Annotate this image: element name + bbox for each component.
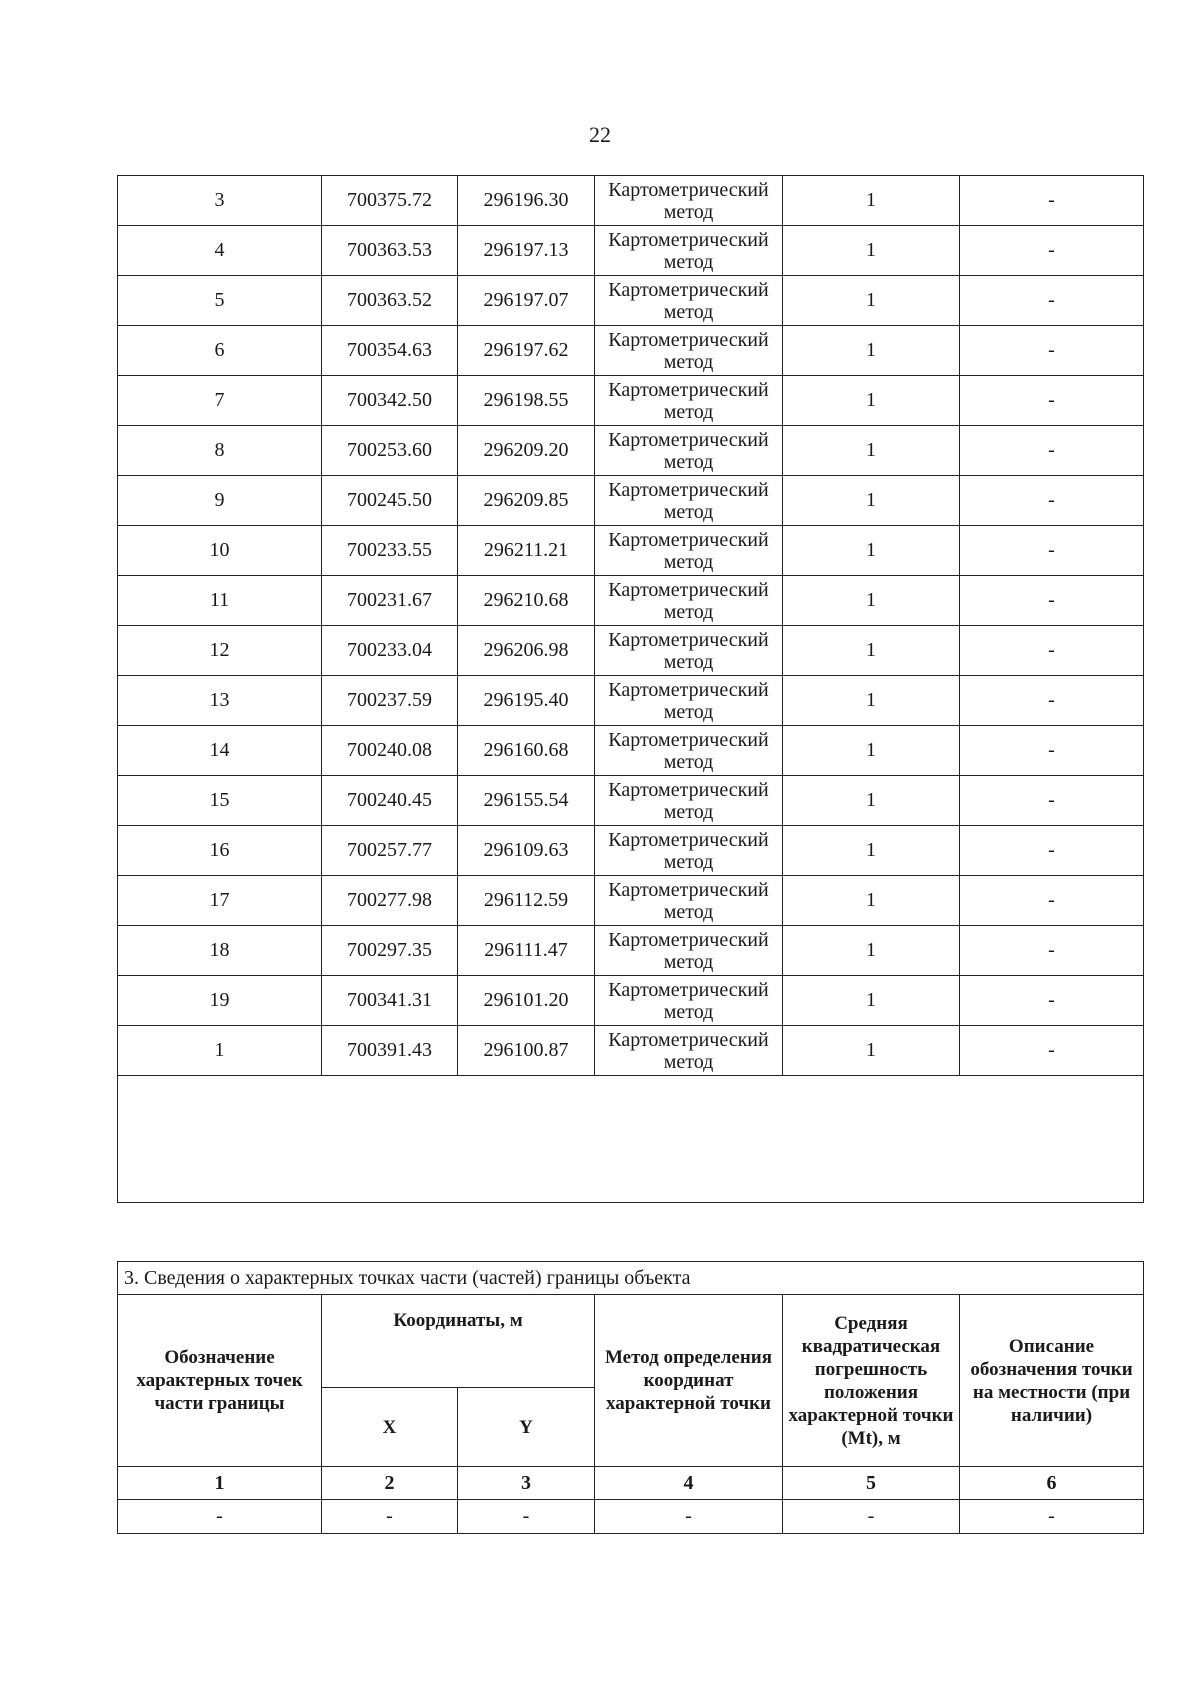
y-cell: 296101.20 [458,976,595,1026]
method-cell: Картометрический метод [595,876,783,926]
header-point: Обозначение характерных точек части границы [118,1295,322,1467]
description-cell: - [960,976,1144,1026]
table-row [118,576,1144,626]
y-cell: 296197.62 [458,326,595,376]
x-cell: 700231.67 [322,576,458,626]
table-cell: - [783,1500,960,1534]
x-cell: 700240.08 [322,726,458,776]
x-cell: 700354.63 [322,326,458,376]
method-cell: Картометрический метод [595,276,783,326]
point-cell: 8 [118,426,322,476]
header-error: Средняя квадратическая погрешность положения характерной точки (Mt), м [783,1295,960,1467]
x-cell: 700375.72 [322,176,458,226]
x-cell: 700341.31 [322,976,458,1026]
table-row [118,676,1144,726]
table-row [118,176,1144,226]
x-cell: 700237.59 [322,676,458,726]
description-cell: - [960,176,1144,226]
point-cell: 6 [118,326,322,376]
description-cell: - [960,626,1144,676]
y-cell: 296196.30 [458,176,595,226]
header-method: Метод определения координат характерной точки [595,1295,783,1467]
error-cell: 1 [783,976,960,1026]
table-row [118,326,1144,376]
x-cell: 700363.53 [322,226,458,276]
table-row [118,1026,1144,1076]
point-cell: 11 [118,576,322,626]
y-cell: 296210.68 [458,576,595,626]
table-row [118,226,1144,276]
description-cell: - [960,526,1144,576]
method-cell: Картометрический метод [595,176,783,226]
table-cell: - [595,1500,783,1534]
y-cell: 296111.47 [458,926,595,976]
table-row [118,726,1144,776]
description-cell: - [960,726,1144,776]
point-cell: 19 [118,976,322,1026]
x-cell: 700233.55 [322,526,458,576]
method-cell: Картометрический метод [595,776,783,826]
method-cell: Картометрический метод [595,376,783,426]
description-cell: - [960,326,1144,376]
error-cell: 1 [783,876,960,926]
point-cell: 18 [118,926,322,976]
table-row [118,526,1144,576]
point-cell: 17 [118,876,322,926]
column-number: 1 [118,1467,322,1500]
column-number: 2 [322,1467,458,1500]
column-numbers-row [118,1467,1144,1500]
method-cell: Картометрический метод [595,476,783,526]
point-cell: 15 [118,776,322,826]
method-cell: Картометрический метод [595,326,783,376]
error-cell: 1 [783,376,960,426]
error-cell: 1 [783,926,960,976]
parts-table [117,1261,1144,1534]
x-cell: 700297.35 [322,926,458,976]
method-cell: Картометрический метод [595,626,783,676]
y-cell: 296195.40 [458,676,595,726]
x-cell: 700240.45 [322,776,458,826]
description-cell: - [960,426,1144,476]
point-cell: 16 [118,826,322,876]
table-row [118,826,1144,876]
description-cell: - [960,876,1144,926]
y-cell: 296206.98 [458,626,595,676]
point-cell: 10 [118,526,322,576]
method-cell: Картометрический метод [595,576,783,626]
description-cell: - [960,926,1144,976]
y-cell: 296197.07 [458,276,595,326]
description-cell: - [960,276,1144,326]
header-y: Y [458,1388,595,1467]
error-cell: 1 [783,276,960,326]
description-cell: - [960,676,1144,726]
table-row [118,426,1144,476]
method-cell: Картометрический метод [595,676,783,726]
header-description: Описание обозначения точки на местности (при наличии) [960,1295,1144,1467]
table-row [118,776,1144,826]
table-cell: - [960,1500,1144,1534]
x-cell: 700391.43 [322,1026,458,1076]
table-row [118,1500,1144,1534]
error-cell: 1 [783,826,960,876]
point-cell: 14 [118,726,322,776]
error-cell: 1 [783,776,960,826]
y-cell: 296100.87 [458,1026,595,1076]
description-cell: - [960,376,1144,426]
error-cell: 1 [783,526,960,576]
header-coordinates: Координаты, м [322,1295,595,1388]
table-row [118,626,1144,676]
method-cell: Картометрический метод [595,1026,783,1076]
error-cell: 1 [783,226,960,276]
error-cell: 1 [783,676,960,726]
coordinates-table [117,175,1144,1203]
table-row [118,976,1144,1026]
point-cell: 13 [118,676,322,726]
point-cell: 1 [118,1026,322,1076]
error-cell: 1 [783,176,960,226]
y-cell: 296211.21 [458,526,595,576]
column-number: 4 [595,1467,783,1500]
table-row [118,926,1144,976]
section-title: 3. Сведения о характерных точках части (частей) границы объекта [118,1262,1144,1295]
point-cell: 9 [118,476,322,526]
description-cell: - [960,1026,1144,1076]
description-cell: - [960,776,1144,826]
x-cell: 700245.50 [322,476,458,526]
method-cell: Картометрический метод [595,426,783,476]
x-cell: 700257.77 [322,826,458,876]
error-cell: 1 [783,476,960,526]
page-number: 22 [589,122,611,147]
method-cell: Картометрический метод [595,976,783,1026]
error-cell: 1 [783,626,960,676]
x-cell: 700253.60 [322,426,458,476]
y-cell: 296198.55 [458,376,595,426]
description-cell: - [960,226,1144,276]
y-cell: 296155.54 [458,776,595,826]
x-cell: 700363.52 [322,276,458,326]
method-cell: Картометрический метод [595,526,783,576]
table-row [118,376,1144,426]
blank-row [118,1076,1144,1203]
column-number: 3 [458,1467,595,1500]
table-cell: - [322,1500,458,1534]
table-row [118,876,1144,926]
y-cell: 296112.59 [458,876,595,926]
x-cell: 700277.98 [322,876,458,926]
table-row [118,276,1144,326]
description-cell: - [960,476,1144,526]
y-cell: 296160.68 [458,726,595,776]
error-cell: 1 [783,426,960,476]
method-cell: Картометрический метод [595,926,783,976]
y-cell: 296209.20 [458,426,595,476]
method-cell: Картометрический метод [595,726,783,776]
method-cell: Картометрический метод [595,226,783,276]
point-cell: 4 [118,226,322,276]
method-cell: Картометрический метод [595,826,783,876]
table-row [118,476,1144,526]
point-cell: 3 [118,176,322,226]
description-cell: - [960,826,1144,876]
description-cell: - [960,576,1144,626]
point-cell: 7 [118,376,322,426]
coordinates-table-body [118,176,1144,1203]
error-cell: 1 [783,726,960,776]
y-cell: 296209.85 [458,476,595,526]
point-cell: 5 [118,276,322,326]
error-cell: 1 [783,1026,960,1076]
y-cell: 296197.13 [458,226,595,276]
column-number: 6 [960,1467,1144,1500]
x-cell: 700233.04 [322,626,458,676]
y-cell: 296109.63 [458,826,595,876]
blank-cell [118,1076,1144,1203]
table-cell: - [458,1500,595,1534]
table-cell: - [118,1500,322,1534]
error-cell: 1 [783,326,960,376]
error-cell: 1 [783,576,960,626]
header-x: X [322,1388,458,1467]
column-number: 5 [783,1467,960,1500]
point-cell: 12 [118,626,322,676]
x-cell: 700342.50 [322,376,458,426]
